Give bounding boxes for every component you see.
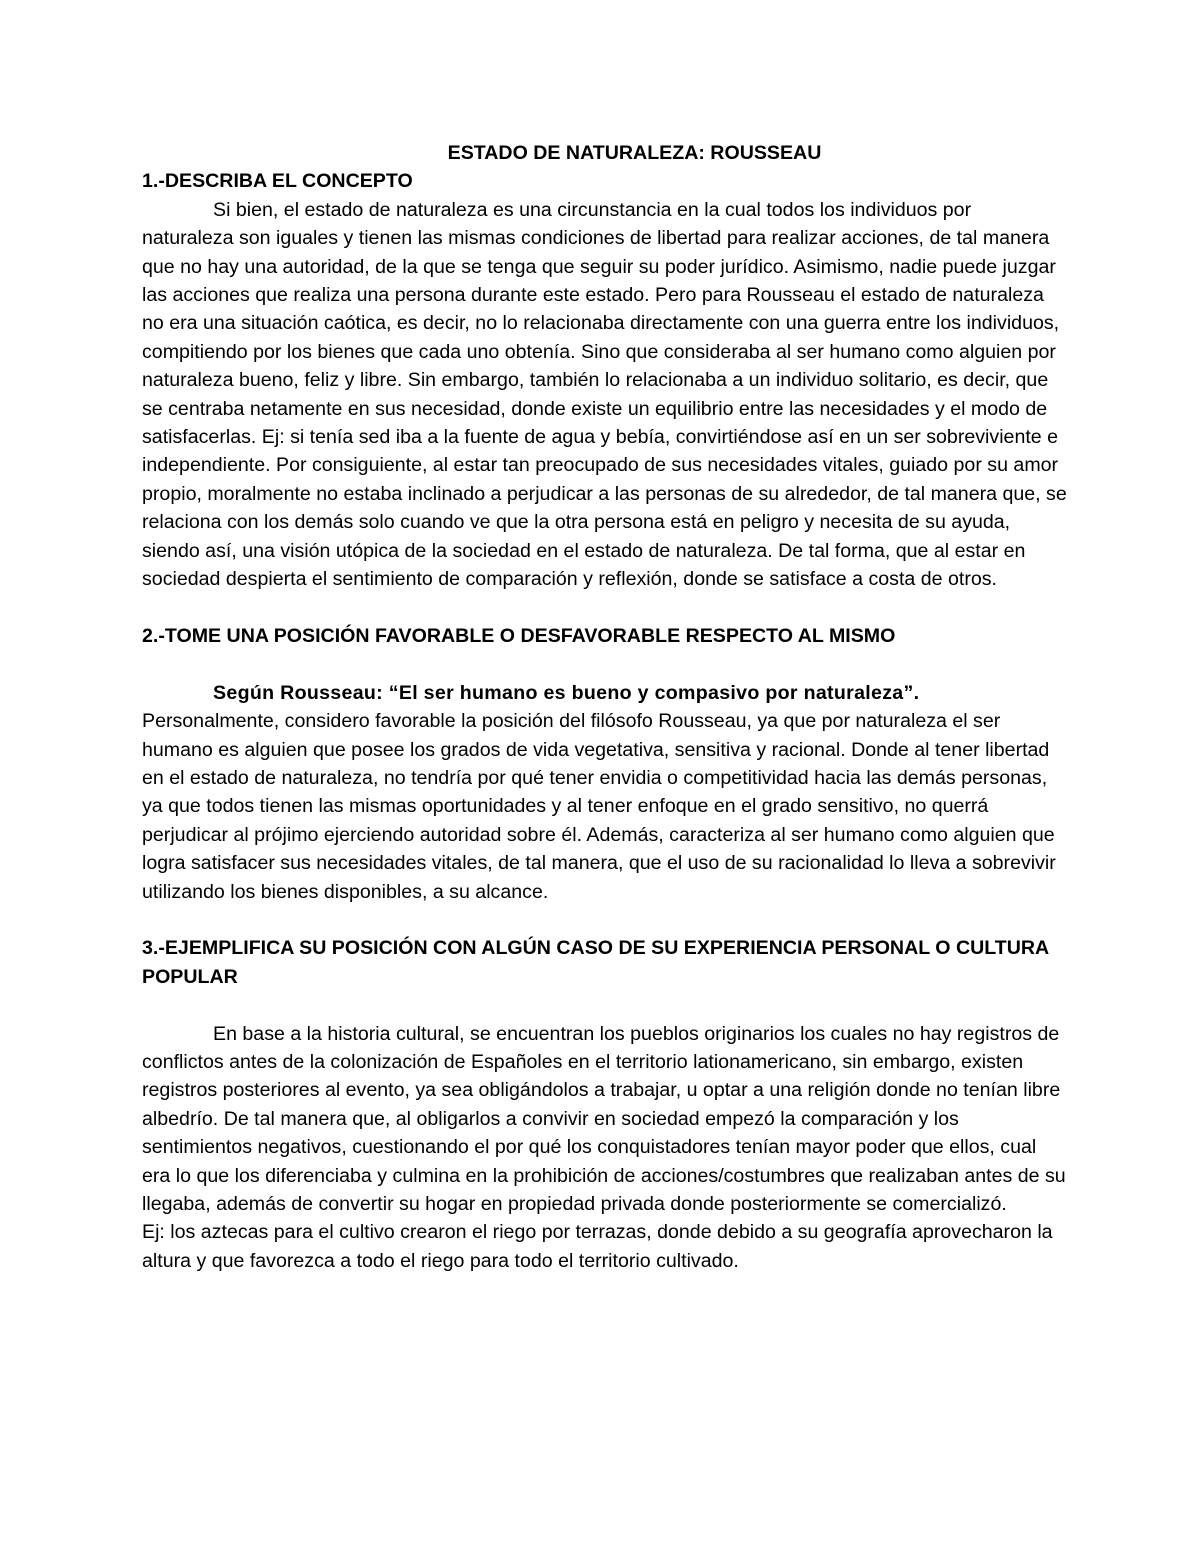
section2-heading: 2.-TOME UNA POSICIÓN FAVORABLE O DESFAVORABLE RESPECTO AL MISMO (142, 624, 896, 647)
spacer (142, 906, 1067, 934)
spacer (142, 991, 1067, 1019)
section2-body: Personalmente, considero favorable la posición del filósofo Rousseau, ya que por naturaleza el ser humano es alguien que posee los grados de vida vegetativa, sensitiva y racional. Donde al tener libertad en el estado de naturaleza, no tendría por qué tener envidia o competitividad hacia las demás personas, ya que todos tienen las mismas oportunidades y al tener enfoque en el grado sensitivo, no querrá perjudicar al prójimo ejerciendo autoridad sobre él. Además, caracteriza al ser humano como alguien que logra satisfacer sus necesidades vitales, de tal manera, que el uso de su racionalidad lo lleva a sobrevivir utilizando los bienes disponibles, a su alcance. (142, 710, 1056, 903)
spacer (142, 650, 1067, 678)
section3-example: Ej: los aztecas para el cultivo crearon el riego por terrazas, donde debido a su geografía aprovecharon la altura y que favorezca a todo el riego para todo el territorio cultivado. (142, 1221, 1053, 1272)
section1-heading: 1.-DESCRIBA EL CONCEPTO (142, 170, 413, 193)
section3-body: En base a la historia cultural, se encuentran los pueblos originarios los cuales no hay registros de conflictos antes de la colonización de Españoles en el territorio lationamericano, sin embargo, existen registros posteriores al evento, ya sea obligándolos a trabajar, u optar a una religión donde no tenían libre albedrío. De tal manera que, al obligarlos a convivir en sociedad empezó la comparación y los sentimientos negativos, cuestionando el por qué los conquistadores tenían mayor poder que ellos, cual era lo que los diferenciaba y culmina en la prohibición de acciones/costumbres que realizaban antes de su llegaba, además de convertir su hogar en propiedad privada donde posteriormente se comercializó. (142, 1022, 1066, 1215)
section3-heading: 3.-EJEMPLIFICA SU POSICIÓN CON ALGÚN CASO DE SU EXPERIENCIA PERSONAL O CULTURA POPULAR (142, 937, 1049, 988)
section2-quote: Según Rousseau: “El ser humano es bueno y compasivo por naturaleza”. (213, 681, 920, 704)
section1-body: Si bien, el estado de naturaleza es una circunstancia en la cual todos los individuos por naturaleza son iguales y tienen las mismas condiciones de libertad para realizar acciones, de tal manera que no hay una autoridad, de la que se tenga que seguir su poder jurídico. Asimismo, nadie puede juzgar las acciones que realiza una persona durante este estado. Pero para Rousseau el estado de naturaleza no era una situación caótica, es decir, no lo relacionaba directamente con una guerra entre los individuos, compitiendo por los bienes que cada uno obtenía. Sino que consideraba al ser humano como alguien por naturaleza bueno, feliz y libre. Sin embargo, también lo relacionaba a un individuo solitario, es decir, que se centraba netamente en sus necesidad, donde existe un equilibrio entre las necesidades y el modo de satisfacerlas. Ej: si tenía sed iba a la fuente de agua y bebía, convirtiéndose así en un ser sobreviviente e independiente. Por consiguiente, al estar tan preocupado de sus necesidades vitales, guiado por su amor propio, moralmente no estaba inclinado a perjudicar a las personas de su alrededor, de tal manera que, se relaciona con los demás solo cuando ve que la otra persona está en peligro y necesita de su ayuda, siendo así, una visión utópica de la sociedad en el estado de naturaleza. De tal forma, que al estar en sociedad despierta el sentimiento de comparación y reflexión, donde se satisface a costa de otros. (142, 198, 1067, 591)
document-content (142, 139, 1067, 1275)
spacer (142, 594, 1067, 622)
document-title: ESTADO DE NATURALEZA: ROUSSEAU (447, 142, 822, 164)
